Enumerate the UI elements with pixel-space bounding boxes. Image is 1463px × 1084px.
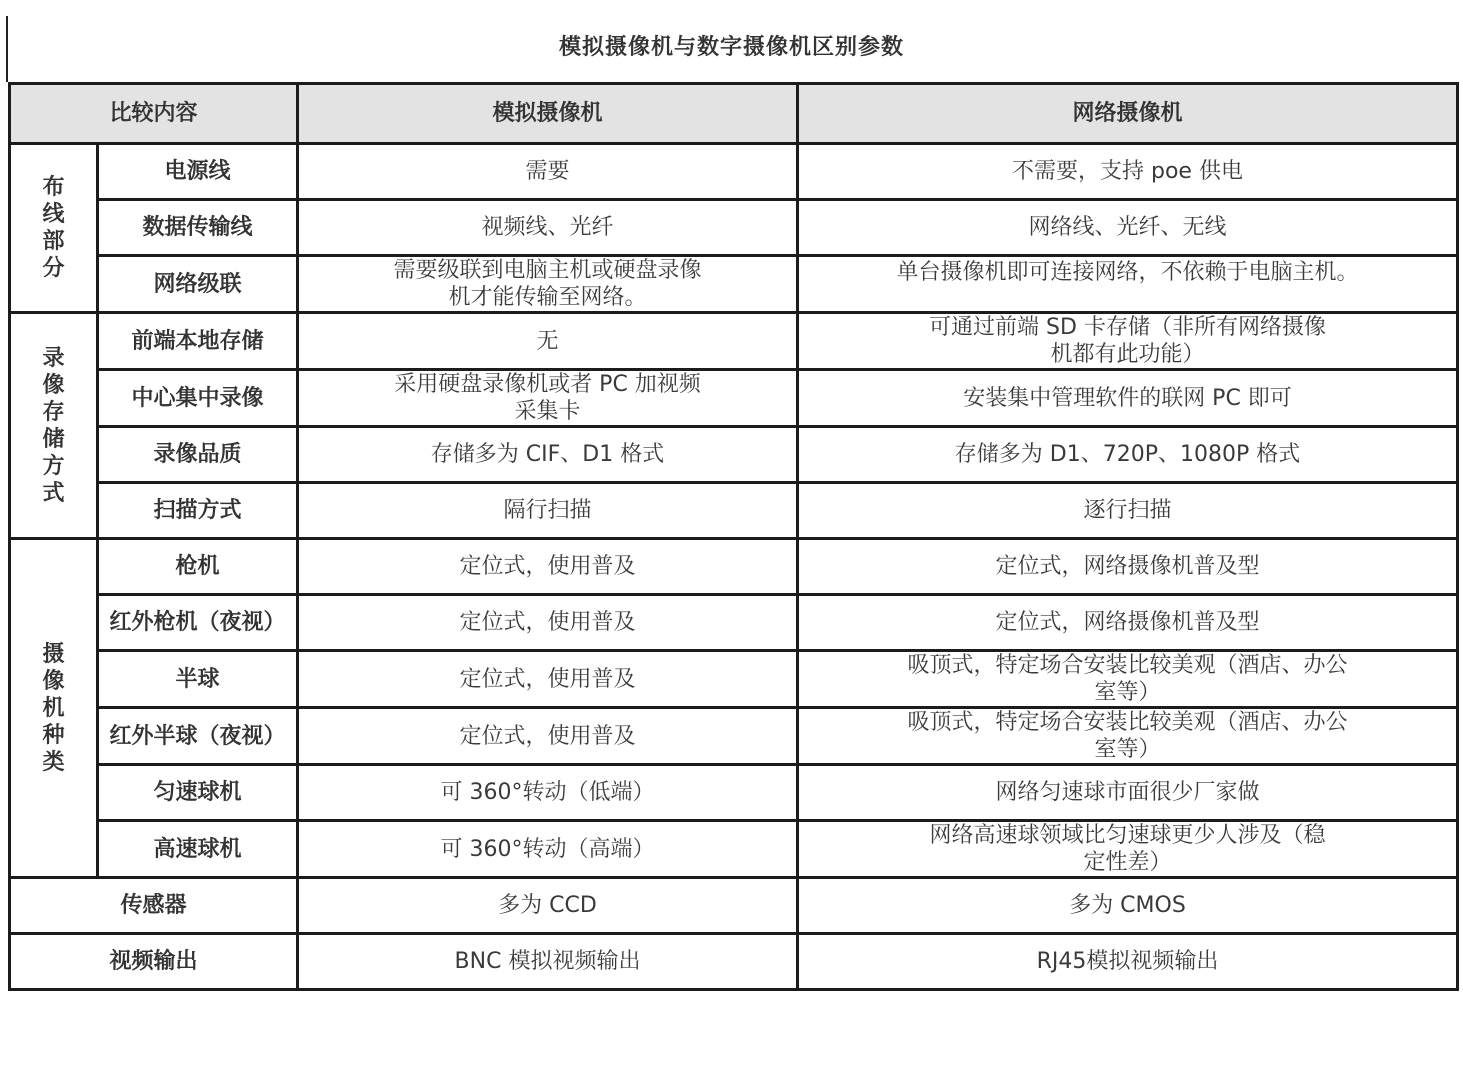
analog-value: 定位式，使用普及 — [298, 595, 798, 651]
network-value: 可通过前端 SD 卡存储（非所有网络摄像机都有此功能） — [798, 313, 1458, 370]
row-item: 扫描方式 — [98, 483, 298, 539]
network-value: 不需要，支持 poe 供电 — [798, 144, 1458, 200]
table-row — [10, 878, 1458, 934]
table-row — [10, 708, 1458, 765]
row-item: 网络级联 — [98, 256, 298, 313]
analog-value: 无 — [298, 313, 798, 370]
header-analog: 模拟摄像机 — [298, 84, 798, 144]
network-value: 网络线、光纤、无线 — [798, 200, 1458, 256]
analog-value: 需要 — [298, 144, 798, 200]
group-label-wiring: 布线部分 — [10, 144, 98, 313]
table-row — [10, 200, 1458, 256]
comparison-table — [8, 82, 1459, 991]
analog-value: 定位式，使用普及 — [298, 539, 798, 595]
network-value: 定位式，网络摄像机普及型 — [798, 595, 1458, 651]
analog-value: 视频线、光纤 — [298, 200, 798, 256]
row-item: 红外半球（夜视） — [98, 708, 298, 765]
network-value: 吸顶式，特定场合安装比较美观（酒店、办公室等） — [798, 708, 1458, 765]
table-row — [10, 765, 1458, 821]
table-row — [10, 427, 1458, 483]
table-row — [10, 313, 1458, 370]
page-title: 模拟摄像机与数字摄像机区别参数 — [558, 35, 904, 60]
row-item: 前端本地存储 — [98, 313, 298, 370]
row-item: 红外枪机（夜视） — [98, 595, 298, 651]
network-value: 多为 CMOS — [798, 878, 1458, 934]
group-label-recording: 录像存储方式 — [10, 313, 98, 539]
row-item: 枪机 — [98, 539, 298, 595]
header-network: 网络摄像机 — [798, 84, 1458, 144]
group-label-camera-types: 摄像机种类 — [10, 539, 98, 878]
row-item: 半球 — [98, 651, 298, 708]
analog-value: 需要级联到电脑主机或硬盘录像机才能传输至网络。 — [298, 256, 798, 313]
table-row — [10, 483, 1458, 539]
table-row — [10, 934, 1458, 990]
network-value: 存储多为 D1、720P、1080P 格式 — [798, 427, 1458, 483]
analog-value: BNC 模拟视频输出 — [298, 934, 798, 990]
row-item: 录像品质 — [98, 427, 298, 483]
row-item: 传感器 — [10, 878, 298, 934]
table-header-row — [10, 84, 1458, 144]
table-row — [10, 256, 1458, 313]
network-value: 网络高速球领域比匀速球更少人涉及（稳定性差） — [798, 821, 1458, 878]
analog-value: 可 360°转动（低端） — [298, 765, 798, 821]
row-item: 匀速球机 — [98, 765, 298, 821]
table-row — [10, 144, 1458, 200]
row-item: 数据传输线 — [98, 200, 298, 256]
network-value: 定位式，网络摄像机普及型 — [798, 539, 1458, 595]
network-value: 网络匀速球市面很少厂家做 — [798, 765, 1458, 821]
network-value: 单台摄像机即可连接网络，不依赖于电脑主机。 — [798, 256, 1458, 313]
row-item: 视频输出 — [10, 934, 298, 990]
row-item: 高速球机 — [98, 821, 298, 878]
network-value: 安装集中管理软件的联网 PC 即可 — [798, 370, 1458, 427]
analog-value: 采用硬盘录像机或者 PC 加视频采集卡 — [298, 370, 798, 427]
network-value: RJ45模拟视频输出 — [798, 934, 1458, 990]
analog-value: 多为 CCD — [298, 878, 798, 934]
analog-value: 定位式，使用普及 — [298, 708, 798, 765]
analog-value: 定位式，使用普及 — [298, 651, 798, 708]
row-item: 中心集中录像 — [98, 370, 298, 427]
header-compare: 比较内容 — [10, 84, 298, 144]
table-row — [10, 821, 1458, 878]
table-row — [10, 539, 1458, 595]
network-value: 吸顶式，特定场合安装比较美观（酒店、办公室等） — [798, 651, 1458, 708]
table-row — [10, 370, 1458, 427]
table-row — [10, 651, 1458, 708]
analog-value: 可 360°转动（高端） — [298, 821, 798, 878]
analog-value: 存储多为 CIF、D1 格式 — [298, 427, 798, 483]
row-item: 电源线 — [98, 144, 298, 200]
network-value: 逐行扫描 — [798, 483, 1458, 539]
analog-value: 隔行扫描 — [298, 483, 798, 539]
table-row — [10, 595, 1458, 651]
